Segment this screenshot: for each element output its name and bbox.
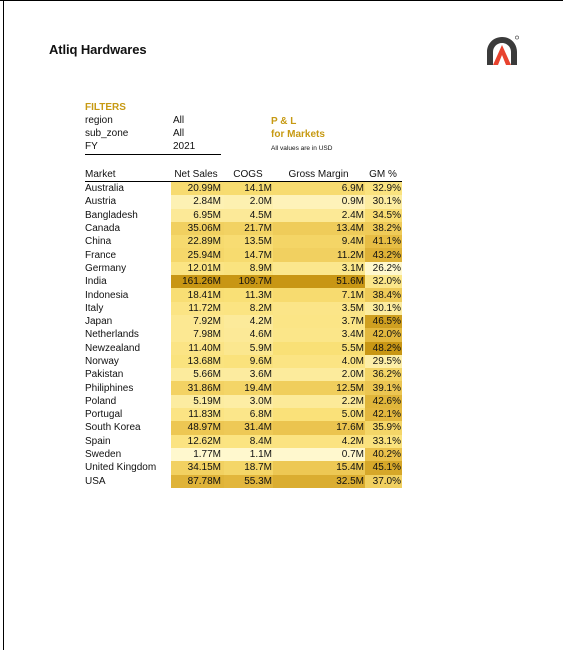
- cell-gm-percent: 48.2%: [365, 342, 402, 355]
- cell-market: Austria: [85, 196, 117, 208]
- cell-gm-percent: 45.1%: [365, 461, 402, 474]
- cell-market: France: [85, 249, 117, 261]
- cell-net-sales: 1.77M: [171, 448, 224, 461]
- pl-table: [85, 169, 402, 488]
- table-row: [85, 248, 402, 261]
- cell-net-sales: 5.66M: [171, 368, 224, 381]
- filters-title: FILTERS: [85, 102, 126, 113]
- cell-net-sales: 25.94M: [171, 248, 224, 261]
- table-row: [85, 421, 402, 434]
- cell-net-sales: 22.89M: [171, 235, 224, 248]
- cell-cogs: 13.5M: [224, 235, 273, 248]
- cell-market: Indonesia: [85, 289, 129, 301]
- filter-region: [85, 115, 221, 128]
- cell-gross-margin: 7.1M: [273, 288, 365, 301]
- table-row: [85, 448, 402, 461]
- cell-cogs: 8.2M: [224, 302, 273, 315]
- cell-gm-percent: 33.1%: [365, 435, 402, 448]
- cell-gm-percent: 32.0%: [365, 275, 402, 288]
- cell-net-sales: 18.41M: [171, 288, 224, 301]
- cell-cogs: 18.7M: [224, 461, 273, 474]
- cell-gross-margin: 51.6M: [273, 275, 365, 288]
- report-title-line1: P & L: [271, 116, 297, 127]
- cell-gross-margin: 4.0M: [273, 355, 365, 368]
- cell-market: Poland: [85, 395, 117, 407]
- cell-gross-margin: 0.7M: [273, 448, 365, 461]
- cell-gross-margin: 3.7M: [273, 315, 365, 328]
- cell-net-sales: 48.97M: [171, 421, 224, 434]
- cell-gm-percent: 36.2%: [365, 368, 402, 381]
- col-header-market: Market: [85, 169, 171, 182]
- cell-net-sales: 87.78M: [171, 475, 224, 488]
- cell-market: China: [85, 236, 112, 248]
- filter-key: region: [85, 115, 113, 126]
- cell-market: United Kingdom: [85, 462, 157, 474]
- table-header-row: [85, 169, 402, 182]
- cell-market: Bangladesh: [85, 209, 138, 221]
- report-title: [271, 115, 325, 141]
- cell-market: Newzealand: [85, 342, 141, 354]
- filter-key: sub_zone: [85, 128, 129, 139]
- cell-cogs: 4.6M: [224, 328, 273, 341]
- cell-gm-percent: 41.1%: [365, 235, 402, 248]
- cell-gm-percent: 37.0%: [365, 475, 402, 488]
- cell-net-sales: 34.15M: [171, 461, 224, 474]
- filter-value: 2021: [173, 141, 196, 152]
- cell-market: Portugal: [85, 409, 123, 421]
- table-row: [85, 288, 402, 301]
- filter-sub-zone: [85, 128, 221, 141]
- cell-gross-margin: 5.0M: [273, 408, 365, 421]
- filter-value: All: [173, 128, 185, 139]
- cell-market: South Korea: [85, 422, 141, 434]
- cell-gross-margin: 2.0M: [273, 368, 365, 381]
- cell-gm-percent: 42.6%: [365, 395, 402, 408]
- col-header-gross-margin: Gross Margin: [273, 169, 365, 182]
- cell-cogs: 14.7M: [224, 248, 273, 261]
- table-row: [85, 461, 402, 474]
- col-header-cogs: COGS: [224, 169, 273, 182]
- cell-gross-margin: 2.2M: [273, 395, 365, 408]
- cell-gm-percent: 32.9%: [365, 182, 402, 196]
- cell-net-sales: 11.40M: [171, 342, 224, 355]
- table-row: [85, 302, 402, 315]
- units-note: All values are in USD: [271, 145, 333, 152]
- cell-gross-margin: 5.5M: [273, 342, 365, 355]
- company-name: Atliq Hardwares: [49, 42, 147, 57]
- cell-gross-margin: 4.2M: [273, 435, 365, 448]
- cell-cogs: 55.3M: [224, 475, 273, 488]
- cell-net-sales: 12.01M: [171, 262, 224, 275]
- cell-cogs: 109.7M: [224, 275, 273, 288]
- cell-gm-percent: 30.1%: [365, 195, 402, 208]
- cell-gross-margin: 17.6M: [273, 421, 365, 434]
- cell-gross-margin: 15.4M: [273, 461, 365, 474]
- table-row: [85, 235, 402, 248]
- table-row: [85, 408, 402, 421]
- table-row: [85, 315, 402, 328]
- cell-cogs: 1.1M: [224, 448, 273, 461]
- page-border-left: [3, 0, 4, 650]
- table-row: [85, 262, 402, 275]
- cell-cogs: 8.9M: [224, 262, 273, 275]
- cell-gm-percent: 29.5%: [365, 355, 402, 368]
- cell-gm-percent: 38.4%: [365, 288, 402, 301]
- cell-gross-margin: 3.4M: [273, 328, 365, 341]
- table-row: [85, 368, 402, 381]
- cell-cogs: 6.8M: [224, 408, 273, 421]
- cell-gm-percent: 30.1%: [365, 302, 402, 315]
- cell-net-sales: 7.98M: [171, 328, 224, 341]
- table-row: [85, 182, 402, 196]
- cell-market: Australia: [85, 183, 124, 195]
- cell-net-sales: 12.62M: [171, 435, 224, 448]
- cell-gm-percent: 46.5%: [365, 315, 402, 328]
- cell-gm-percent: 42.0%: [365, 328, 402, 341]
- cell-net-sales: 20.99M: [171, 182, 224, 196]
- cell-gross-margin: 9.4M: [273, 235, 365, 248]
- cell-gm-percent: 26.2%: [365, 262, 402, 275]
- filter-underline: [85, 154, 221, 155]
- cell-market: Spain: [85, 435, 111, 447]
- filter-key: FY: [85, 141, 98, 152]
- table-row: [85, 435, 402, 448]
- cell-gross-margin: 13.4M: [273, 222, 365, 235]
- table-row: [85, 381, 402, 394]
- cell-gm-percent: 34.5%: [365, 209, 402, 222]
- table-row: [85, 342, 402, 355]
- cell-net-sales: 6.95M: [171, 209, 224, 222]
- cell-gross-margin: 0.9M: [273, 195, 365, 208]
- cell-gross-margin: 6.9M: [273, 182, 365, 196]
- cell-market: USA: [85, 475, 106, 487]
- table-row: [85, 395, 402, 408]
- cell-gm-percent: 38.2%: [365, 222, 402, 235]
- cell-cogs: 9.6M: [224, 355, 273, 368]
- cell-gm-percent: 42.1%: [365, 408, 402, 421]
- cell-cogs: 3.6M: [224, 368, 273, 381]
- cell-cogs: 3.0M: [224, 395, 273, 408]
- cell-net-sales: 31.86M: [171, 381, 224, 394]
- cell-net-sales: 11.72M: [171, 302, 224, 315]
- cell-cogs: 5.9M: [224, 342, 273, 355]
- col-header-net-sales: Net Sales: [171, 169, 224, 182]
- table-row: [85, 275, 402, 288]
- cell-cogs: 31.4M: [224, 421, 273, 434]
- cell-net-sales: 5.19M: [171, 395, 224, 408]
- table-row: [85, 355, 402, 368]
- cell-gross-margin: 3.5M: [273, 302, 365, 315]
- cell-gross-margin: 3.1M: [273, 262, 365, 275]
- col-header-gm-percent: GM %: [365, 169, 402, 182]
- cell-cogs: 14.1M: [224, 182, 273, 196]
- cell-market: Pakistan: [85, 369, 124, 381]
- cell-market: Canada: [85, 223, 121, 235]
- cell-net-sales: 161.26M: [171, 275, 224, 288]
- cell-market: Sweden: [85, 449, 122, 461]
- cell-market: India: [85, 276, 107, 288]
- report-title-line2: for Markets: [271, 129, 325, 140]
- cell-market: Philiphines: [85, 382, 134, 394]
- cell-gross-margin: 32.5M: [273, 475, 365, 488]
- cell-cogs: 11.3M: [224, 288, 273, 301]
- cell-gm-percent: 39.1%: [365, 381, 402, 394]
- filter-fy: [85, 141, 221, 154]
- cell-cogs: 19.4M: [224, 381, 273, 394]
- cell-cogs: 4.5M: [224, 209, 273, 222]
- filter-value: All: [173, 115, 185, 126]
- cell-gross-margin: 11.2M: [273, 248, 365, 261]
- table-body: [85, 182, 402, 488]
- cell-net-sales: 11.83M: [171, 408, 224, 421]
- cell-market: Japan: [85, 316, 113, 328]
- table-row: [85, 328, 402, 341]
- cell-net-sales: 2.84M: [171, 195, 224, 208]
- cell-gm-percent: 35.9%: [365, 421, 402, 434]
- cell-cogs: 8.4M: [224, 435, 273, 448]
- cell-market: Norway: [85, 356, 119, 367]
- atliq-logo-icon: [484, 34, 520, 68]
- cell-net-sales: 13.68M: [171, 355, 224, 368]
- cell-gm-percent: 40.2%: [365, 448, 402, 461]
- cell-gross-margin: 12.5M: [273, 381, 365, 394]
- cell-market: Netherlands: [85, 329, 139, 341]
- cell-market: Germany: [85, 262, 127, 274]
- cell-net-sales: 7.92M: [171, 315, 224, 328]
- table-row: [85, 209, 402, 222]
- cell-net-sales: 35.06M: [171, 222, 224, 235]
- cell-gross-margin: 2.4M: [273, 209, 365, 222]
- table-row: [85, 475, 402, 488]
- cell-cogs: 21.7M: [224, 222, 273, 235]
- table-row: [85, 195, 402, 208]
- cell-gm-percent: 43.2%: [365, 248, 402, 261]
- cell-cogs: 2.0M: [224, 195, 273, 208]
- page-border-top: [0, 0, 563, 1]
- cell-cogs: 4.2M: [224, 315, 273, 328]
- table-row: [85, 222, 402, 235]
- cell-market: Italy: [85, 302, 104, 314]
